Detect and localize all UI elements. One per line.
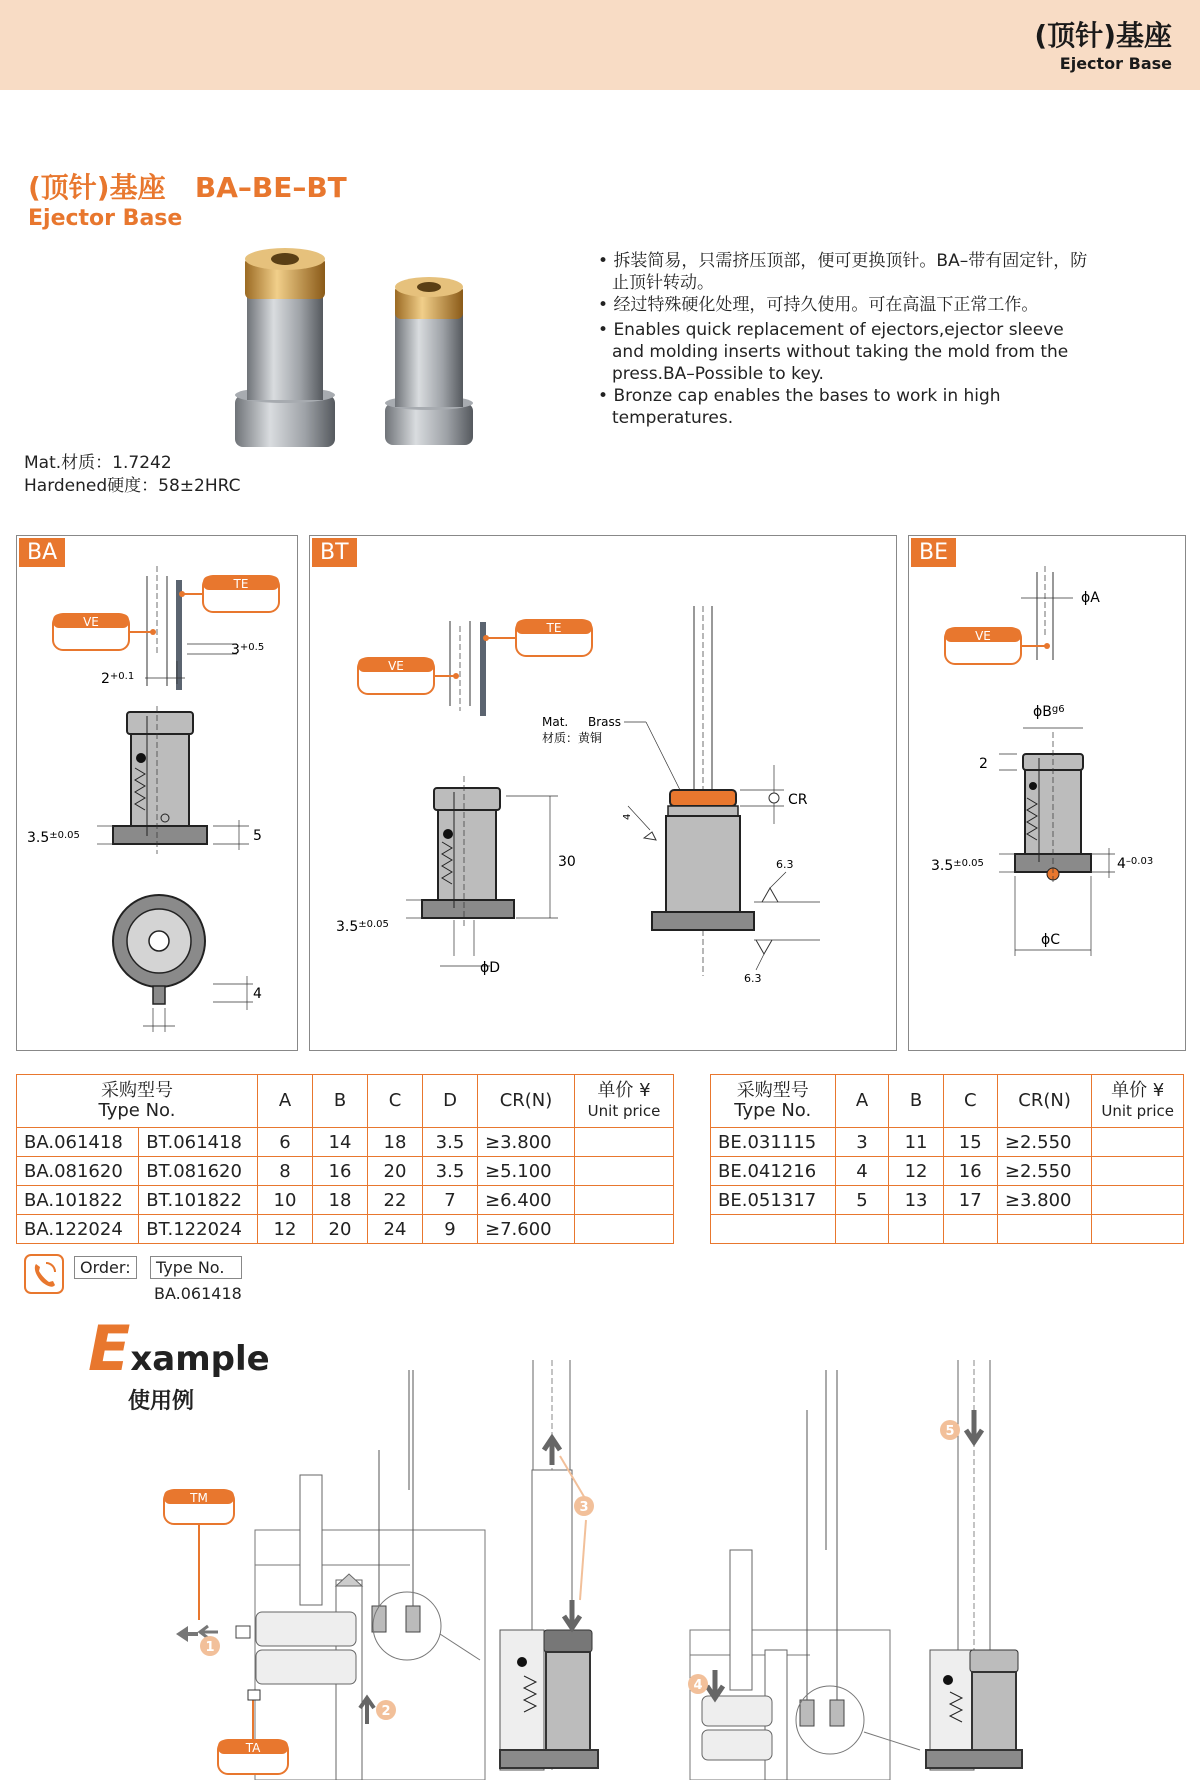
header-price: 单价 ¥ Unit price <box>1092 1075 1184 1128</box>
svg-text:4: 4 <box>693 1678 703 1693</box>
panel-tag-ba: BA <box>19 538 65 567</box>
panel-tag-be: BE <box>911 538 956 567</box>
step-5-marker <box>940 1420 960 1440</box>
table-row: BE.051317 5 13 17 ≥3.800 <box>711 1186 1184 1215</box>
panel-tag-bt: BT <box>312 538 357 567</box>
table-header-row <box>711 1075 1184 1128</box>
svg-text:30: 30 <box>558 854 576 870</box>
svg-text:3: 3 <box>579 1500 589 1515</box>
step-4-marker <box>688 1674 708 1694</box>
svg-text:4: 4 <box>253 986 262 1002</box>
svg-text:2: 2 <box>381 1704 391 1719</box>
header-col-cr: CR(N) <box>478 1075 575 1128</box>
product-title-cn: (顶针)基座 <box>28 171 166 204</box>
svg-text:VE: VE <box>975 629 991 643</box>
svg-text:ϕA: ϕA <box>1081 590 1100 606</box>
example-step-1-2-figure <box>164 1370 485 1780</box>
large-ejector-base-image <box>235 248 335 447</box>
table-row: BE.031115 3 11 15 ≥2.550 <box>711 1128 1184 1157</box>
svg-text:VE: VE <box>388 659 404 673</box>
table-ba-bt <box>16 1074 674 1244</box>
header-price: 单价 ¥ Unit price <box>575 1075 674 1128</box>
ba-drawing <box>17 536 297 1050</box>
svg-text:材质：黄铜: 材质：黄铜 <box>542 731 603 745</box>
svg-text:TA: TA <box>245 1741 261 1755</box>
order-label: Order: <box>74 1256 137 1279</box>
example-step-4-figure <box>688 1370 920 1780</box>
svg-text:6.3: 6.3 <box>776 858 794 871</box>
header-col-a: A <box>835 1075 889 1128</box>
feature-item: • Bronze cap enables the bases to work in high temperatures. <box>598 386 1001 428</box>
header-type: 采购型号 Type No. <box>17 1075 258 1128</box>
table-row: BA.061418 BT.061418 6 14 18 3.5 ≥3.800 <box>17 1128 674 1157</box>
table-row: BE.041216 4 12 16 ≥2.550 <box>711 1157 1184 1186</box>
bt-drawing <box>310 536 896 1050</box>
svg-text:ϕBg6: $\phi B^{g6}$ <box>1033 704 1065 720</box>
header-col-c: C <box>368 1075 423 1128</box>
svg-text:CR: CR <box>788 792 808 808</box>
example-step-5-figure <box>926 1360 1022 1770</box>
step-3-marker <box>574 1496 594 1516</box>
svg-text:2+0.1: $2^{+0.1}$ <box>101 671 135 687</box>
product-code: BA–BE–BT <box>194 171 347 204</box>
header-band <box>0 0 1200 90</box>
svg-text:4: 4 <box>622 813 633 820</box>
material-text: Mat.材质：1.7242 <box>24 453 172 473</box>
bt-ve-label <box>358 658 459 694</box>
svg-text:ϕC: ϕC <box>1041 932 1061 948</box>
table-be <box>710 1074 1184 1244</box>
example-title: Example <box>88 1312 270 1385</box>
header-col-cr: CR(N) <box>997 1075 1091 1128</box>
ba-te-label <box>179 576 279 612</box>
svg-text:4–0.03: $4^{-0.03}$ <box>1117 856 1154 872</box>
order-type-value: BA.061418 <box>154 1284 242 1303</box>
svg-text:6.3: 6.3 <box>744 972 762 985</box>
example-subtitle: 使用例 <box>128 1389 195 1414</box>
svg-text:5: 5 <box>945 1424 955 1439</box>
phone-icon <box>24 1254 64 1294</box>
svg-text:Mat.Brass: Mat. Brass <box>542 715 622 729</box>
be-ve-label <box>945 628 1050 664</box>
feature-item: • 经过特殊硬化处理，可持久使用。可在高温下正常工作。 <box>598 295 1039 315</box>
svg-text:TE: TE <box>233 577 249 591</box>
header-col-a: A <box>258 1075 313 1128</box>
header-title-cn: (顶针)基座 <box>1034 19 1172 52</box>
be-drawing <box>909 536 1185 1050</box>
bt-te-label <box>483 620 592 656</box>
step-1-marker <box>200 1636 220 1656</box>
small-ejector-base-image <box>385 277 473 445</box>
feature-item: • Enables quick replacement of ejectors,ejector sleeve and molding inserts without taking the mold from the press.BA–Possible to key. <box>598 320 1069 384</box>
hardness-text: Hardened硬度：58±2HRC <box>24 476 241 496</box>
svg-text:2: 2 <box>979 756 988 772</box>
header-title-en: Ejector Base <box>1059 54 1172 73</box>
svg-text:5: 5 <box>253 828 262 844</box>
header-col-c: C <box>943 1075 997 1128</box>
example-step-3-figure <box>500 1360 598 1770</box>
svg-text:VE: VE <box>83 615 99 629</box>
table-row: BA.081620 BT.081620 8 16 20 3.5 ≥5.100 <box>17 1157 674 1186</box>
header-type: 采购型号 Type No. <box>711 1075 836 1128</box>
svg-text:TE: TE <box>546 621 562 635</box>
panel-bt <box>309 535 897 1051</box>
header-col-b: B <box>313 1075 368 1128</box>
header-col-d: D <box>423 1075 478 1128</box>
ba-ve-label <box>53 614 156 650</box>
material-spec <box>24 452 240 498</box>
table-row: BA.101822 BT.101822 10 18 22 7 ≥6.400 <box>17 1186 674 1215</box>
header-col-b: B <box>889 1075 943 1128</box>
feature-item: • 拆装简易，只需挤压顶部，便可更换顶针。BA–带有固定针，防止顶针转动。 <box>598 251 1088 293</box>
feature-list <box>598 250 1098 429</box>
table-row: BA.122024 BT.122024 12 20 24 9 ≥7.600 <box>17 1215 674 1244</box>
svg-text:1: 1 <box>205 1640 215 1655</box>
product-photo <box>225 245 485 460</box>
step-2-marker <box>376 1700 396 1720</box>
panel-be <box>908 535 1186 1051</box>
svg-text:ϕD: ϕD <box>480 960 501 976</box>
product-title <box>28 166 347 206</box>
order-area <box>24 1252 264 1308</box>
svg-text:3.5±0.05: $3.5^{\pm 0.05}$ <box>931 858 984 874</box>
svg-text:TM: TM <box>190 1491 208 1505</box>
svg-text:3.5±0.05: $3.5^{\pm 0.05}$ <box>27 830 80 846</box>
example-illustration <box>160 1350 1190 1780</box>
order-type-label: Type No. <box>150 1256 242 1279</box>
svg-text:3+0.5: $3^{+0.5}$ <box>231 642 265 658</box>
svg-text:3.5±0.05: $3.5^{\pm 0.05}$ <box>336 919 389 935</box>
table-header-row <box>17 1075 674 1128</box>
product-title-en: Ejector Base <box>28 206 183 231</box>
panel-ba <box>16 535 298 1051</box>
table-row <box>711 1215 1184 1244</box>
